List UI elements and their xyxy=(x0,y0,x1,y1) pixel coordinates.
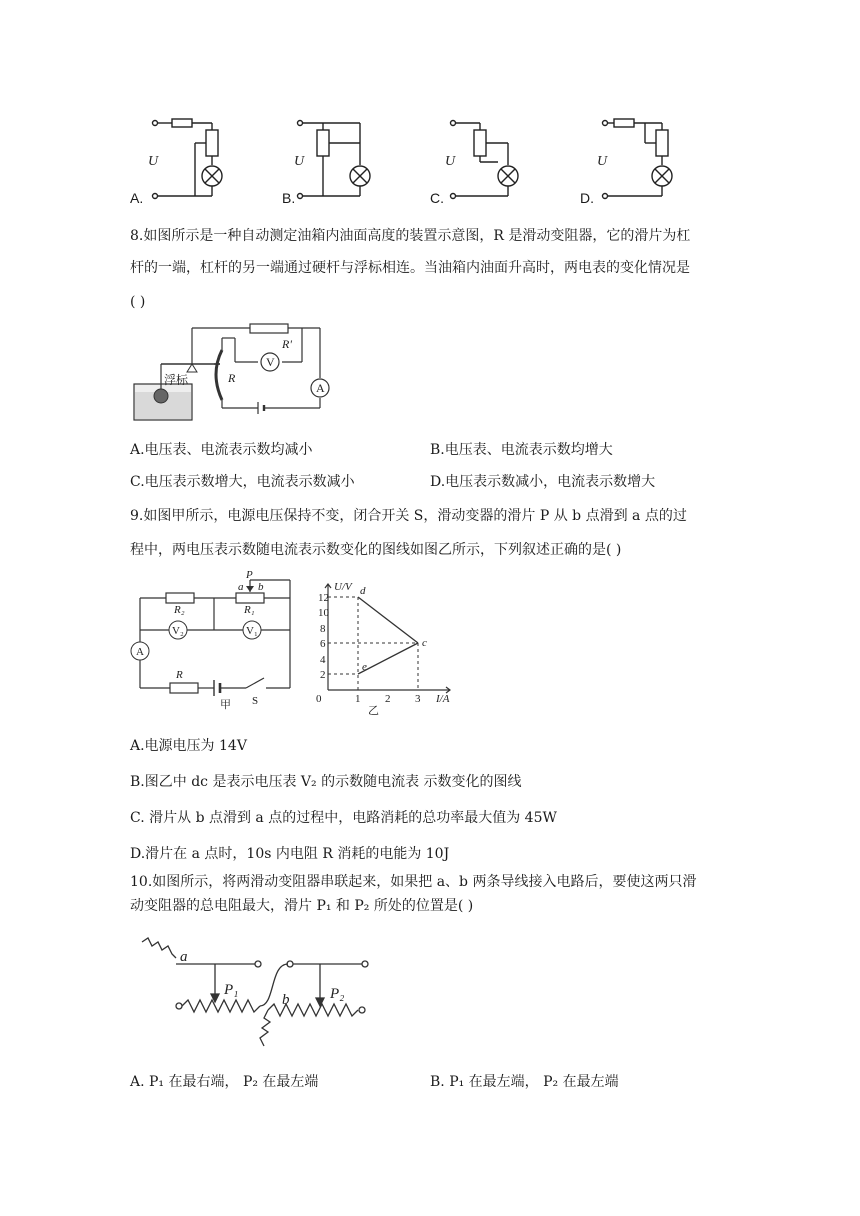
q8-option-c[interactable]: C.电压表示数增大，电流表示数减小 xyxy=(130,474,355,490)
p-label: P xyxy=(246,570,253,581)
q10-figure xyxy=(140,934,370,1049)
q10-text-line2: 动变阻器的总电阻最大，滑片 P₁ 和 P₂ 所处的位置是( ) xyxy=(130,898,474,914)
v1-label: V₁ xyxy=(246,625,258,637)
ytick-2: 2 xyxy=(320,669,326,681)
point-e-label: e xyxy=(362,661,367,673)
y-axis-label: U/V xyxy=(334,581,352,593)
q7-option-c[interactable]: C. xyxy=(430,190,444,206)
r-label: R xyxy=(228,371,236,385)
q8-figure xyxy=(130,322,340,427)
q10-option-b[interactable]: B. P₁ 在最左端， P₂ 在最左端 xyxy=(430,1074,619,1090)
oil-tank-circuit-svg xyxy=(130,322,340,427)
fig-jia-label: 甲 xyxy=(220,699,231,710)
wire-a-label: a xyxy=(180,949,188,965)
q9-option-b[interactable]: B.图乙中 dc 是表示电压表 V₂ 的示数随电流表 示数变化的图线 xyxy=(130,774,522,790)
switch-label: S xyxy=(252,695,259,707)
r1-label: R₁ xyxy=(244,604,255,616)
xtick-1: 1 xyxy=(355,693,361,705)
ytick-8: 8 xyxy=(320,623,326,635)
two-rheostats-svg xyxy=(140,934,370,1049)
q7-circuits-svg xyxy=(120,110,720,210)
u-label-a: U xyxy=(148,154,159,169)
a-point-label: a xyxy=(238,581,244,593)
q7-figures xyxy=(120,110,720,210)
wire-b-label: b xyxy=(282,992,290,1008)
q7-option-a[interactable]: A. xyxy=(130,190,144,206)
circuit-b xyxy=(298,121,371,199)
q10-text-line1: 10.如图所示，将两滑动变阻器串联起来，如果把 a、b 两条导线接入电路后，要使这两只滑 xyxy=(130,874,697,890)
q9-text-line1: 9.如图甲所示，电源电压保持不变，闭合开关 S，滑动变器的滑片 P 从 b 点滑到 a 点的过 xyxy=(130,508,687,524)
q8-option-d[interactable]: D.电压表示数减小，电流表示数增大 xyxy=(430,474,656,490)
q8-text-line1: 8.如图所示是一种自动测定油箱内油面高度的装置示意图，R 是滑动变阻器，它的滑片为杠 xyxy=(130,228,691,244)
voltmeter-label: V xyxy=(266,355,275,369)
q8-option-b[interactable]: B.电压表、电流表示数均增大 xyxy=(430,442,613,458)
p2-label: P₂ xyxy=(330,986,345,1002)
ytick-12: 12 xyxy=(318,592,329,604)
q7-option-b[interactable]: B. xyxy=(282,190,296,206)
q9-option-c[interactable]: C. 滑片从 b 点滑到 a 点的过程中，电路消耗的总功率最大值为 45W xyxy=(130,810,557,826)
q8-text-line2: 杆的一端，杠杆的另一端通过硬杆与浮标相连。当油箱内油面升高时，两电表的变化情况是 xyxy=(130,260,690,276)
q9-graph-figure xyxy=(300,578,460,718)
xtick-2: 2 xyxy=(385,693,391,705)
v2-label: V₂ xyxy=(172,625,184,637)
q9-circuit-svg xyxy=(130,570,300,710)
xtick-0: 0 xyxy=(316,693,322,705)
q9-option-d[interactable]: D.滑片在 a 点时，10s 内电阻 R 消耗的电能为 10J xyxy=(130,846,450,862)
ytick-6: 6 xyxy=(320,638,326,650)
xtick-3: 3 xyxy=(415,693,421,705)
ammeter-label: A xyxy=(316,381,325,395)
x-axis-label: I/A xyxy=(436,693,450,705)
q9-option-a[interactable]: A.电源电压为 14V xyxy=(130,738,247,754)
float-label: 浮标 xyxy=(164,373,189,387)
circuit-c xyxy=(451,121,519,199)
b-point-label: b xyxy=(258,581,264,593)
r2-label: R₂ xyxy=(174,604,185,616)
q9-circuit-figure xyxy=(130,570,300,710)
fig-yi-label: 乙 xyxy=(368,705,379,717)
ytick-10: 10 xyxy=(318,607,329,619)
u-label-d: U xyxy=(597,154,608,169)
q7-option-d: D. xyxy=(580,190,594,206)
point-c-label: c xyxy=(422,637,427,649)
p1-label: P₁ xyxy=(224,982,239,998)
q9-graph-svg xyxy=(300,578,460,718)
point-d-label: d xyxy=(360,585,366,597)
q8-answer-blank: ( ) xyxy=(130,294,146,310)
ammeter-label-q9: A xyxy=(136,646,144,658)
q9-text-line2: 程中，两电压表示数随电流表示数变化的图线如图乙所示，下列叙述正确的是( ) xyxy=(130,542,622,558)
q10-option-a[interactable]: A. P₁ 在最右端， P₂ 在最左端 xyxy=(130,1074,319,1090)
u-label-b: U xyxy=(294,154,305,169)
rprime-label: R' xyxy=(282,337,292,351)
ytick-4: 4 xyxy=(320,654,326,666)
r-label-q9: R xyxy=(176,669,183,681)
circuit-d xyxy=(603,119,673,199)
q8-option-a[interactable]: A.电压表、电流表示数均减小 xyxy=(130,442,313,458)
circuit-a xyxy=(153,119,223,199)
u-label-c: U xyxy=(445,154,456,169)
